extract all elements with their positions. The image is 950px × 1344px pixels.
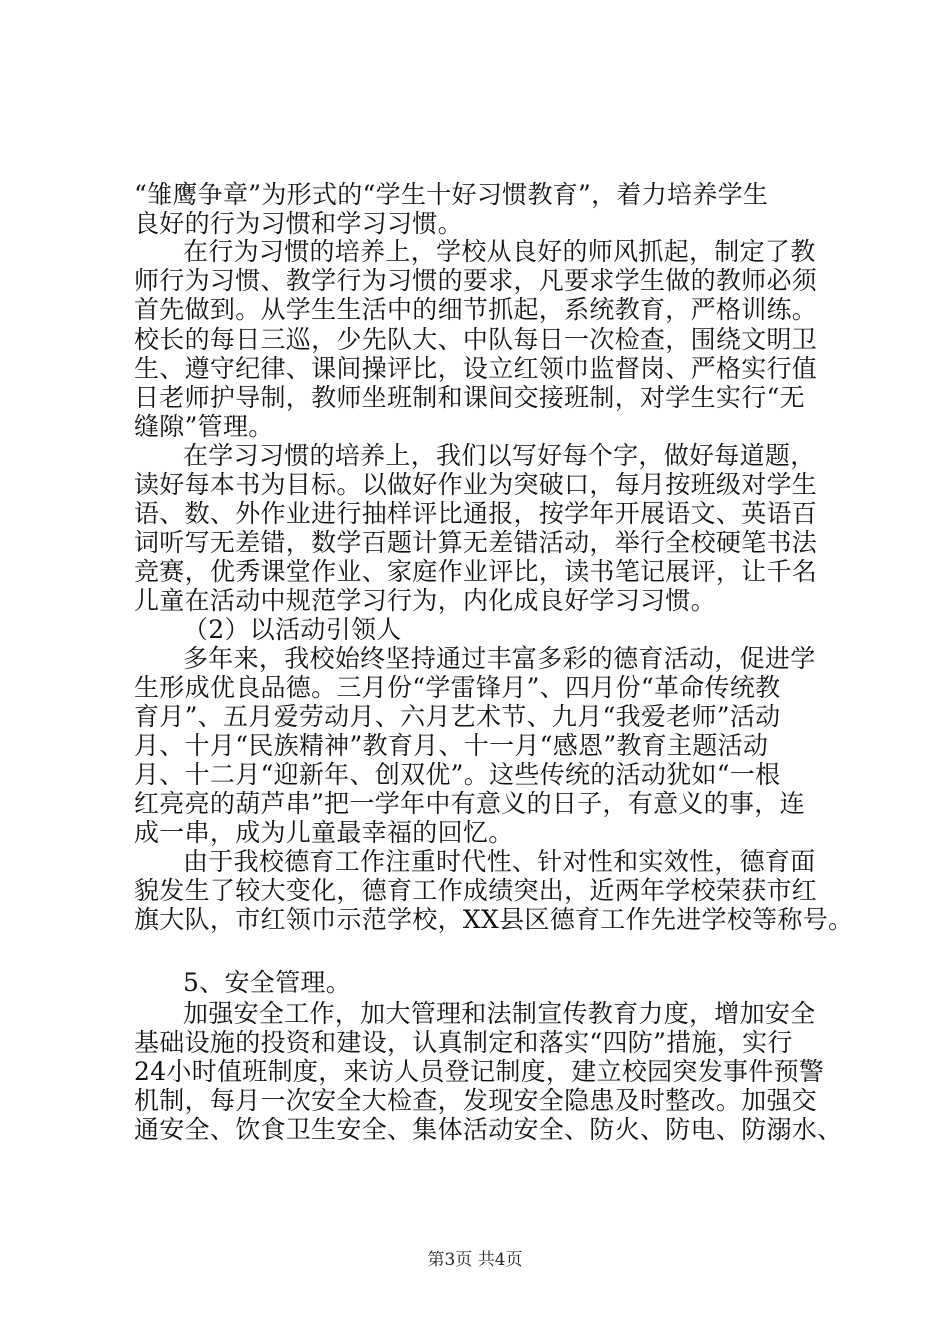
text-line: “雏鹰争章”为形式的“学生十好习惯教育”，着力培养学生: [134, 180, 769, 209]
text-line: 词听写无差错，数学百题计算无差错活动，举行全校硬笔书法: [134, 528, 818, 557]
text-line: 红亮亮的葫芦串”把一学年中有意义的日子，有意义的事，连: [134, 789, 805, 818]
text-line: 儿童在活动中规范学习行为，内化成良好学习习惯。: [134, 586, 716, 615]
text-line: 读好每本书为目标。以做好作业为突破口，每月按班级对学生: [134, 470, 818, 499]
text-line: 校长的每日三巡，少先队大、中队每日一次检查，围绕文明卫: [134, 325, 818, 354]
text-line: 育月”、五月爱劳动月、六月艺术节、九月“我爱老师”活动: [134, 702, 781, 731]
text-line: 缝隙”管理。: [134, 412, 274, 441]
text-line: 24小时值班制度，来访人员登记制度，建立校园突发事件预警: [134, 1057, 825, 1086]
text-line: 月、十月“民族精神”教育月、十一月“感恩”教育主题活动: [134, 731, 769, 760]
text-line: 师行为习惯、教学行为习惯的要求，凡要求学生做的教师必须: [134, 266, 818, 295]
text-line: 貌发生了较大变化，德育工作成绩突出，近两年学校荣获市红: [134, 876, 818, 905]
text-line: 首先做到。从学生生活中的细节抓起，系统教育，严格训练。: [134, 295, 818, 324]
text-line: 旗大队，市红领巾示范学校，XX县区德育工作先进学校等称号。: [134, 905, 854, 934]
text-line: 月、十二月“迎新年、创双优”。这些传统的活动犹如“一根: [134, 760, 781, 789]
text-line: 语、数、外作业进行抽样评比通报，按学年开展语文、英语百: [134, 499, 818, 528]
text-line: 通安全、饮食卫生安全、集体活动安全、防火、防电、防溺水、: [134, 1115, 843, 1144]
text-line: 在学习习惯的培养上，我们以写好每个字，做好每道题，: [183, 441, 816, 470]
text-line: 由于我校德育工作注重时代性、针对性和实效性，德育面: [183, 847, 816, 876]
text-line: 生形成优良品德。三月份“学雷锋月”、四月份“革命传统教: [134, 673, 781, 702]
text-line: 生、遵守纪律、课间操评比，设立红领巾监督岗、严格实行值: [134, 354, 818, 383]
text-line: 多年来，我校始终坚持通过丰富多彩的德育活动，促进学: [183, 644, 816, 673]
text-line: 机制，每月一次安全大检查，发现安全隐患及时整改。加强交: [134, 1086, 818, 1115]
page-footer: 第3页 共4页: [427, 1250, 523, 1270]
text-line: 良好的行为习惯和学习习惯。: [134, 209, 463, 238]
text-line: 竞赛，优秀课堂作业、家庭作业评比，读书笔记展评，让千名: [134, 557, 818, 586]
text-line: 日老师护导制，教师坐班制和课间交接班制，对学生实行“无: [134, 383, 805, 412]
section-heading: （2）以活动引领人: [183, 615, 402, 644]
section-heading: 5、安全管理。: [183, 968, 352, 997]
text-line: 基础设施的投资和建设，认真制定和落实“四防”措施，实行: [134, 1028, 793, 1057]
text-line: 加强安全工作，加大管理和法制宣传教育力度，增加安全: [183, 999, 816, 1028]
text-line: 成一串，成为儿童最幸福的回忆。: [134, 818, 514, 847]
text-line: 在行为习惯的培养上，学校从良好的师风抓起，制定了教: [183, 237, 816, 266]
